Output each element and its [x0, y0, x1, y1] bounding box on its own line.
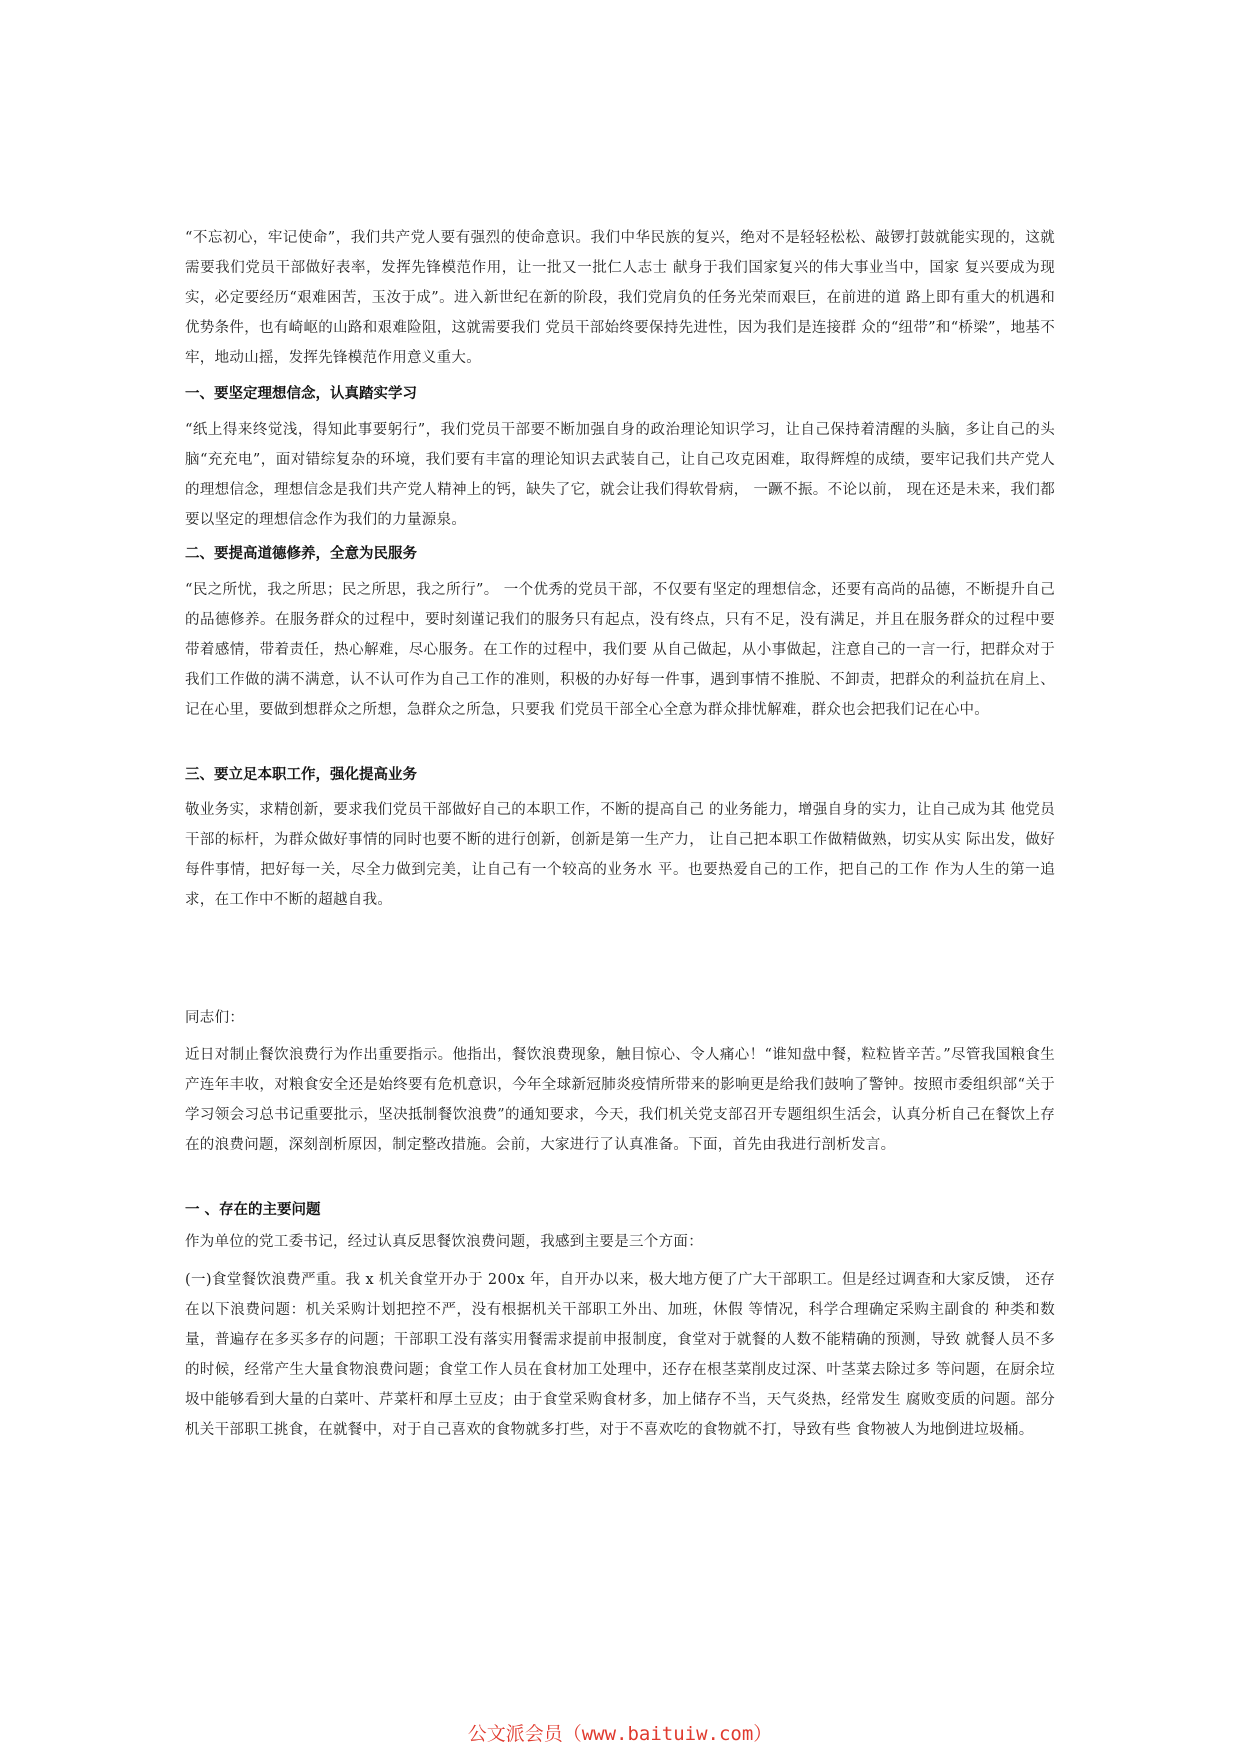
body-paragraph: “纸上得来终觉浅，得知此事要躬行”，我们党员干部要不断加强自身的政治理论知识学习，让自己保持着清醒的头脑，多让自己的头脑“充充电”，面对错综复杂的环境，我们要有丰富的理论知识去武装自己，让自己攻克困难，取得辉煌的成绩，要牢记我们共产党人的理想信念，理想信念是我们共产党人精神上的钙，缺失了它，就会让我们得软骨病， 一蹶不振。不论以前， 现在还是未来，我们都要以坚定的理想信念作为我们的力量源泉。 [185, 422, 1055, 528]
body-paragraph: 敬业务实，求精创新，要求我们党员干部做好自己的本职工作，不断的提高自己 的业务能力，增强自身的实力，让自己成为其 他党员干部的标杆，为群众做好事情的同时也要不断的进行创新，创新是第一生产力， 让自己把本职工作做精做熟，切实从实 际出发，做好每件事情，把好每一关，尽全力做到完美，让自己有一个较高的业务水 平。也要热爱自己的工作，把自己的工作 作为人生的第一追求，在工作中不断的超越自我。 [185, 802, 1055, 908]
paragraph-ideals [185, 415, 1055, 535]
heading-problems [185, 1198, 1055, 1219]
body-paragraph: 近日对制止餐饮浪费行为作出重要指示。他指出，餐饮浪费现象，触目惊心、令人痛心！“谁知盘中餐，粒粒皆辛苦。”尽管我国粮食生产连年丰收，对粮食安全还是始终要有危机意识，今年全球新冠肺炎疫情所带来的影响更是给我们鼓响了警钟。按照市委组织部“关于学习领会习总书记重要批示，坚决抵制餐饮浪费”的通知要求，今天，我们机关党支部召开专题组织生活会，认真分析自己在餐饮上存在的浪费问题，深刻剖析原因，制定整改措施。会前，大家进行了认真准备。下面，首先由我进行剖析发言。 [185, 1047, 1055, 1153]
salutation [185, 1003, 1055, 1033]
section-heading: 一 、存在的主要问题 [185, 1202, 321, 1218]
section-1 [185, 223, 1055, 373]
section-heading: 一、要坚定理想信念，认真踏实学习 [185, 386, 417, 402]
heading-work [185, 763, 1055, 784]
heading-morals [185, 542, 1055, 563]
paragraph-canteen [185, 1265, 1055, 1445]
salutation-text: 同志们： [185, 1010, 245, 1026]
paragraph-morals [185, 575, 1055, 725]
section-heading: 三、要立足本职工作，强化提高业务 [185, 767, 417, 783]
body-paragraph: “民之所忧，我之所思；民之所思，我之所行”。 一个优秀的党员干部，不仅要有坚定的理想信念，还要有高尚的品德，不断提升自己的品德修养。在服务群众的过程中，要时刻谨记我们的服务只有起点，没有终点，只有不足，没有满足，并且在服务群众的过程中要带着感情，带着责任，热心解难，尽心服务。在工作的过程中，我们要 从自己做起，从小事做起，注意自己的一言一行，把群众对于我们工作做的满不满意，认不认可作为自己工作的准则，积极的办好每一件事，遇到事情不推脱、不卸责，把群众的利益抗在肩上、记在心里，要做到想群众之所想，急群众之所急，只要我 们党员干部全心全意为群众排忧解难，群众也会把我们记在心中。 [185, 582, 1055, 718]
body-paragraph: (一)食堂餐饮浪费严重。我 x 机关食堂开办于 200x 年，自开办以来，极大地方便了广大干部职工。但是经过调查和大家反馈， 还存在以下浪费问题：机关采购计划把控不严，没有根据机关干部职工外出、加班，休假 等情况，科学合理确定采购主副食的 种类和数量，普遍存在多买多存的问题；干部职工没有落实用餐需求提前申报制度，食堂对于就餐的人数不能精确的预测，导致 就餐人员不多的时候，经常产生大量食物浪费问题；食堂工作人员在食材加工处理中，还存在根茎菜削皮过深、叶茎菜去除过多 等问题，在厨余垃圾中能够看到大量的白菜叶、芹菜杆和厚土豆皮；由于食堂采购食材多，加上储存不当，天气炎热，经常发生 腐败变质的问题。部分机关干部职工挑食，在就餐中，对于自己喜欢的食物就多打些，对于不喜欢吃的食物就不打，导致有些 食物被人为地倒进垃圾桶。 [185, 1272, 1055, 1438]
paragraph-aspects [185, 1227, 1055, 1257]
section-heading: 二、要提高道德修养，全意为民服务 [185, 546, 417, 562]
paragraph-work [185, 795, 1055, 915]
body-paragraph: 作为单位的党工委书记，经过认真反思餐饮浪费问题，我感到主要是三个方面： [185, 1234, 703, 1250]
intro-paragraph: “不忘初心，牢记使命”，我们共产党人要有强烈的使命意识。我们中华民族的复兴，绝对不是轻轻松松、敲锣打鼓就能实现的，这就需要我们党员干部做好表率，发挥先锋模范作用，让一批又一批仁人志士 献身于我们国家复兴的伟大事业当中，国家 复兴要成为现实，必定要经历“艰难困苦，玉汝于成”。进入新世纪在新的阶段，我们党肩负的任务光荣而艰巨，在前进的道 路上即有重大的机遇和优势条件，也有崎岖的山路和艰难险阻，这就需要我们 党员干部始终要保持先进性，因为我们是连接群 众的“纽带”和“桥梁”，地基不牢，地动山摇，发挥先锋模范作用意义重大。 [185, 230, 1055, 366]
footer-watermark: 公文派会员（www.baituiw.com） [467, 1723, 773, 1745]
paragraph-waste-intro [185, 1040, 1055, 1160]
heading-ideals [185, 382, 1055, 403]
